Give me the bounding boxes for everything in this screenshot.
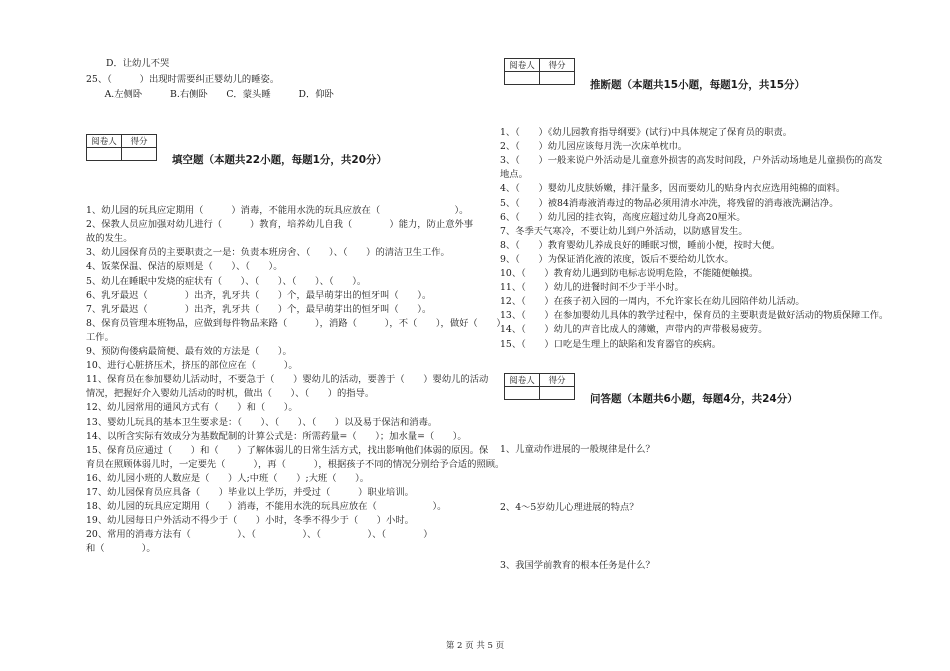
judge-question-line: 4、（ ）婴幼儿皮肤娇嫩，排汗量多，因而要幼儿的贴身内衣应选用纯棉的面料。 (500, 183, 846, 195)
fill-question-line: 4、饭菜保温、保洁的原则是（ ）、（ ）。 (86, 261, 283, 273)
fill-question-line: 和（ ）。 (86, 543, 156, 555)
qa-score-table (504, 373, 575, 400)
fill-question-line: 18、幼儿园的玩具应定期用（ ）消毒，不能用水洗的玩具应放在（ ）。 (86, 501, 447, 513)
fill-question-line: 3、幼儿园保育员的主要职责之一是：负责本班房舍、（ ）、（ ）的清洁卫生工作。 (86, 247, 450, 259)
judge-question-line: 1、（ ）《幼儿园教育指导纲要》(试行)中具体规定了保育员的职责。 (500, 127, 793, 138)
fill-question-line: 12、幼儿园常用的通风方式有（ ）和（ ）。 (86, 402, 298, 414)
q25-question: 25、（ ）出现时需要纠正婴幼儿的睡姿。 (86, 74, 280, 85)
fill-question-line: 6、乳牙最迟（ ）出齐，乳牙共（ ）个，最早萌芽出的恒牙叫（ ）。 (86, 289, 432, 301)
fill-question-line: 15、保育员应通过（ ）和（ ）了解体弱儿的日常生活方式，找出影响他们体弱的原因。保 (86, 444, 489, 456)
score-label: 得分 (122, 135, 157, 148)
judge-score-table (504, 58, 575, 85)
judge-question-line: 2、（ ）幼儿园应该每月洗一次床单枕巾。 (500, 141, 688, 153)
fill-question-line: 情况，把握好介入婴幼儿活动的时机，做出（ ）、（ ）的指导。 (86, 388, 375, 400)
grader-label: 阅卷人 (505, 59, 540, 72)
judge-question-line: 15、（ ）口吃是生理上的缺陷和发育器官的疾病。 (500, 338, 722, 350)
judge-question-line: 13、（ ）在参加婴幼儿具体的教学过程中，保育员的主要职责是做好活动的物质保障工作。 (500, 310, 889, 322)
fill-question-line: 16、幼儿园小班的人数应是（ ）人;中班（ ）;大班（ ）。 (86, 472, 370, 484)
fill-question-line: 工作。 (86, 331, 114, 343)
fill-question-line: 17、幼儿园保育员应具备（ ）毕业以上学历，并受过（ ）职业培训。 (86, 487, 414, 498)
fill-question-line: 19、幼儿园每日户外活动不得少于（ ）小时，冬季不得少于（ ）小时。 (86, 515, 414, 527)
qa-section-title: 问答题（本题共6小题，每题4分，共24分） (590, 393, 798, 405)
fill-question-line: 5、幼儿在睡眠中发烧的症状有（ ）、（ ）、（ ）、（ ）。 (86, 275, 367, 287)
judge-question-line: 10、（ ）教育幼儿遇到防电标志说明危险，不能随便触摸。 (500, 268, 759, 279)
fill-question-line: 8、保育员管理本班物品，应做到每件物品来路（ ），消路（ ），不（ ），做好（ ） (86, 317, 506, 329)
fill-question-line: 20、常用的消毒方法有（ ）、（ ）、（ ）、（ ） (86, 529, 433, 541)
fill-question-line: 14、以所含实际有效成分为基数配制的计算公式是：所需药量=（ ）；加水量=（ ）。 (86, 430, 467, 442)
judge-question-line: 7、冬季天气寒冷，不要让幼儿到户外活动，以防感冒发生。 (500, 225, 748, 237)
fill-question-line: 1、幼儿园的玩具应定期用（ ）消毒，不能用水洗的玩具应放在（ ）。 (86, 205, 469, 216)
judge-question-line: 5、（ ）被84消毒液消毒过的物品必须用清水冲洗，将残留的消毒液洗涮洁净。 (500, 197, 839, 209)
judge-question-line: 9、（ ）为保证消化液的浓度，饭后不要给幼儿饮水。 (500, 253, 734, 265)
judge-section-title: 推断题（本题共15小题，每题1分，共15分） (590, 79, 806, 91)
grader-cell (505, 72, 540, 85)
grader-cell (87, 148, 122, 161)
q24-option-d: D．让幼儿不哭 (106, 58, 170, 69)
qa-question-2: 2、4～5岁幼儿心理进展的特点？ (500, 502, 639, 513)
fill-question-line: 2、保教人员应加强对幼儿进行（ ）教育，培养幼儿自我（ ）能力，防止意外事 (86, 219, 474, 231)
page-footer: 第 2 页 共 5 页 (445, 641, 505, 651)
fill-question-line: 9、预防佝偻病最简便、最有效的方法是（ ）。 (86, 346, 292, 357)
score-cell (540, 387, 575, 400)
judge-question-line: 6、（ ）幼儿园的挂衣钩，高度应超过幼儿身高20厘米。 (500, 211, 746, 223)
score-cell (122, 148, 157, 161)
grader-label: 阅卷人 (505, 374, 540, 387)
fill-question-line: 故的发生。 (86, 233, 133, 245)
grader-label: 阅卷人 (87, 135, 122, 148)
judge-question-line: 14、（ ）幼儿的声音比成人的薄嫩，声带内的声带极易疲劳。 (500, 324, 768, 336)
score-label: 得分 (540, 374, 575, 387)
score-cell (540, 72, 575, 85)
fill-score-table (86, 134, 157, 161)
judge-question-line: 3、（ ）一般来说户外活动是儿童意外损害的高发时间段，户外活动场地是儿童损伤的高发 (500, 155, 883, 167)
judge-question-line: 8、（ ）教育婴幼儿养成良好的睡眠习惯，睡前小便，按时大便。 (500, 239, 781, 251)
fill-question-line: 11、保育员在参加婴幼儿活动时，不要急于（ ）婴幼儿的活动，要善于（ ）婴幼儿的活动 (86, 374, 489, 386)
fill-question-line: 10、进行心脏挤压术，挤压的部位应在（ ）。 (86, 360, 298, 372)
judge-question-line: 12、（ ）在孩子初入园的一周内，不允许家长在幼儿园陪伴幼儿活动。 (500, 296, 805, 308)
fill-question-line: 育员在照顾体弱儿时，一定要先（ ），再（ ），根据孩子不同的情况分别给予合适的照顾。 (86, 458, 505, 470)
qa-question-1: 1、儿童动作进展的一般规律是什么？ (500, 444, 655, 455)
fill-section-title: 填空题（本题共22小题，每题1分，共20分） (172, 154, 388, 166)
judge-question-line: 地点。 (500, 169, 528, 181)
q25-options: A.左侧卧 B.右侧卧 C．蒙头睡 D．仰卧 (86, 89, 334, 100)
grader-cell (505, 387, 540, 400)
fill-question-line: 13、婴幼儿玩具的基本卫生要求是：（ ）、（ ）、（ ）以及易于保洁和消毒。 (86, 416, 438, 428)
score-label: 得分 (540, 59, 575, 72)
fill-question-line: 7、乳牙最迟（ ）出齐，乳牙共（ ）个，最早萌芽出的恒牙叫（ ）。 (86, 303, 432, 315)
judge-question-line: 11、（ ）幼儿的进餐时间不少于半小时。 (500, 282, 684, 294)
qa-question-3: 3、我国学前教育的根本任务是什么？ (500, 560, 655, 571)
